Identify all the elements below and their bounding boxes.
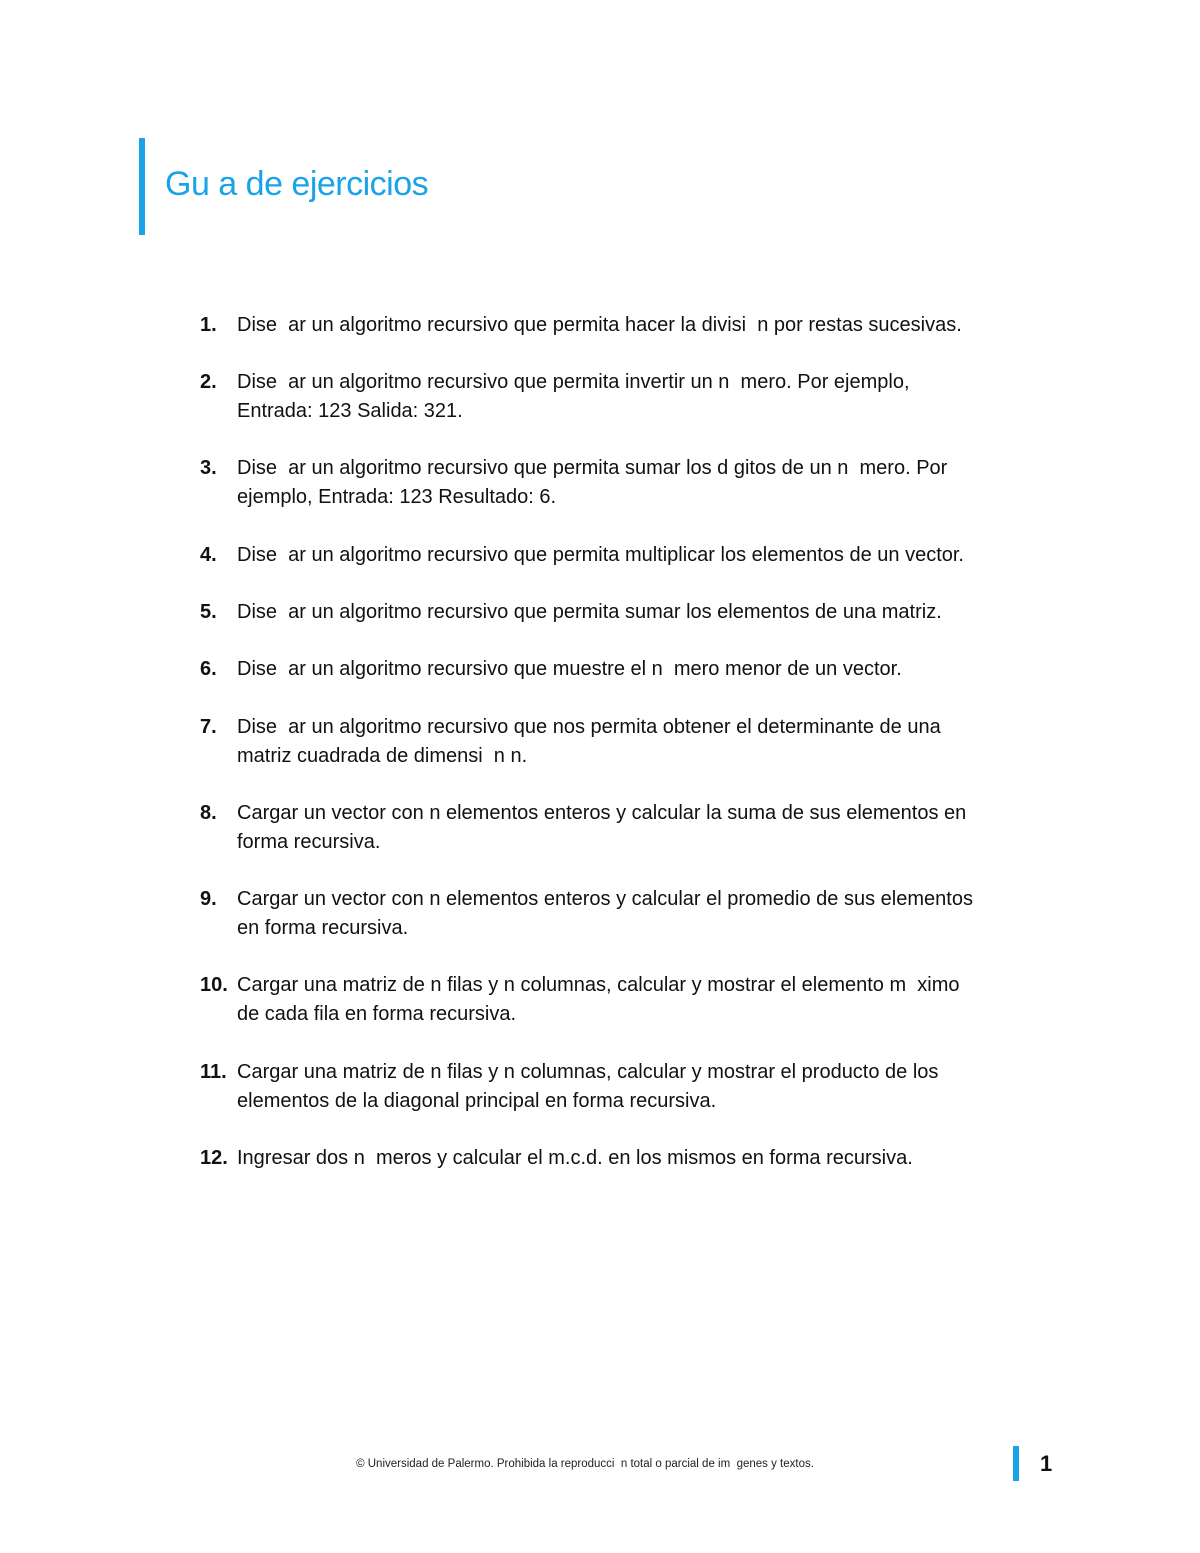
exercise-item	[200, 454, 1080, 512]
exercise-number: 10.	[200, 974, 228, 996]
exercise-number: 6.	[200, 658, 217, 680]
exercise-number: 4.	[200, 544, 217, 566]
exercise-text: Cargar una matriz de n filas y n columnas, calcular y mostrar el producto de los elementos de la diagonal principal en forma recursiva.	[237, 1061, 939, 1112]
exercise-text: Cargar una matriz de n filas y n columnas, calcular y mostrar el elemento m ximo de cada fila en forma recursiva.	[237, 974, 960, 1025]
exercise-item	[200, 1058, 1080, 1116]
exercise-item	[200, 655, 1080, 684]
exercise-item	[200, 971, 1080, 1029]
exercise-item	[200, 1144, 1080, 1173]
exercise-text: Dise ar un algoritmo recursivo que permita multiplicar los elementos de un vector.	[237, 544, 964, 566]
exercise-text: Dise ar un algoritmo recursivo que permita sumar los elementos de una matriz.	[237, 601, 942, 623]
exercise-number: 3.	[200, 457, 217, 479]
exercise-number: 9.	[200, 888, 217, 910]
exercise-number: 1.	[200, 314, 217, 336]
exercise-number: 8.	[200, 802, 217, 824]
exercise-item	[200, 311, 1080, 340]
exercise-item	[200, 713, 1080, 771]
exercise-text: Ingresar dos n meros y calcular el m.c.d. en los mismos en forma recursiva.	[237, 1147, 913, 1169]
exercise-item	[200, 885, 1080, 943]
exercise-text: Dise ar un algoritmo recursivo que permita invertir un n mero. Por ejemplo, Entrada: 123 Salida: 321.	[237, 371, 910, 422]
exercise-number: 2.	[200, 371, 217, 393]
exercise-number: 7.	[200, 716, 217, 738]
exercise-text: Cargar un vector con n elementos enteros y calcular la suma de sus elementos en forma recursiva.	[237, 802, 967, 853]
exercise-text: Dise ar un algoritmo recursivo que permita sumar los d gitos de un n mero. Por ejemplo, Entrada: 123 Resultado: 6.	[237, 457, 948, 508]
exercise-item	[200, 598, 1080, 627]
title-accent-bar	[139, 138, 145, 235]
exercise-text: Dise ar un algoritmo recursivo que permita hacer la divisi n por restas sucesivas.	[237, 314, 962, 336]
page-number-accent-bar	[1013, 1446, 1019, 1481]
exercise-number: 11.	[200, 1061, 227, 1083]
footer-copyright: © Universidad de Palermo. Prohibida la reproducci n total o parcial de im genes y textos.	[356, 1458, 814, 1470]
page-title: Gu a de ejercicios	[165, 165, 429, 203]
exercise-number: 12.	[200, 1147, 228, 1169]
exercise-item	[200, 799, 1080, 857]
exercise-item	[200, 368, 1080, 426]
exercise-text: Cargar un vector con n elementos enteros y calcular el promedio de sus elementos en forma recursiva.	[237, 888, 973, 939]
exercise-text: Dise ar un algoritmo recursivo que nos permita obtener el determinante de una matriz cuadrada de dimensi n n.	[237, 716, 941, 767]
exercise-item	[200, 541, 1080, 570]
page-number: 1	[1040, 1451, 1053, 1476]
exercise-number: 5.	[200, 601, 217, 623]
exercise-text: Dise ar un algoritmo recursivo que muestre el n mero menor de un vector.	[237, 658, 902, 680]
